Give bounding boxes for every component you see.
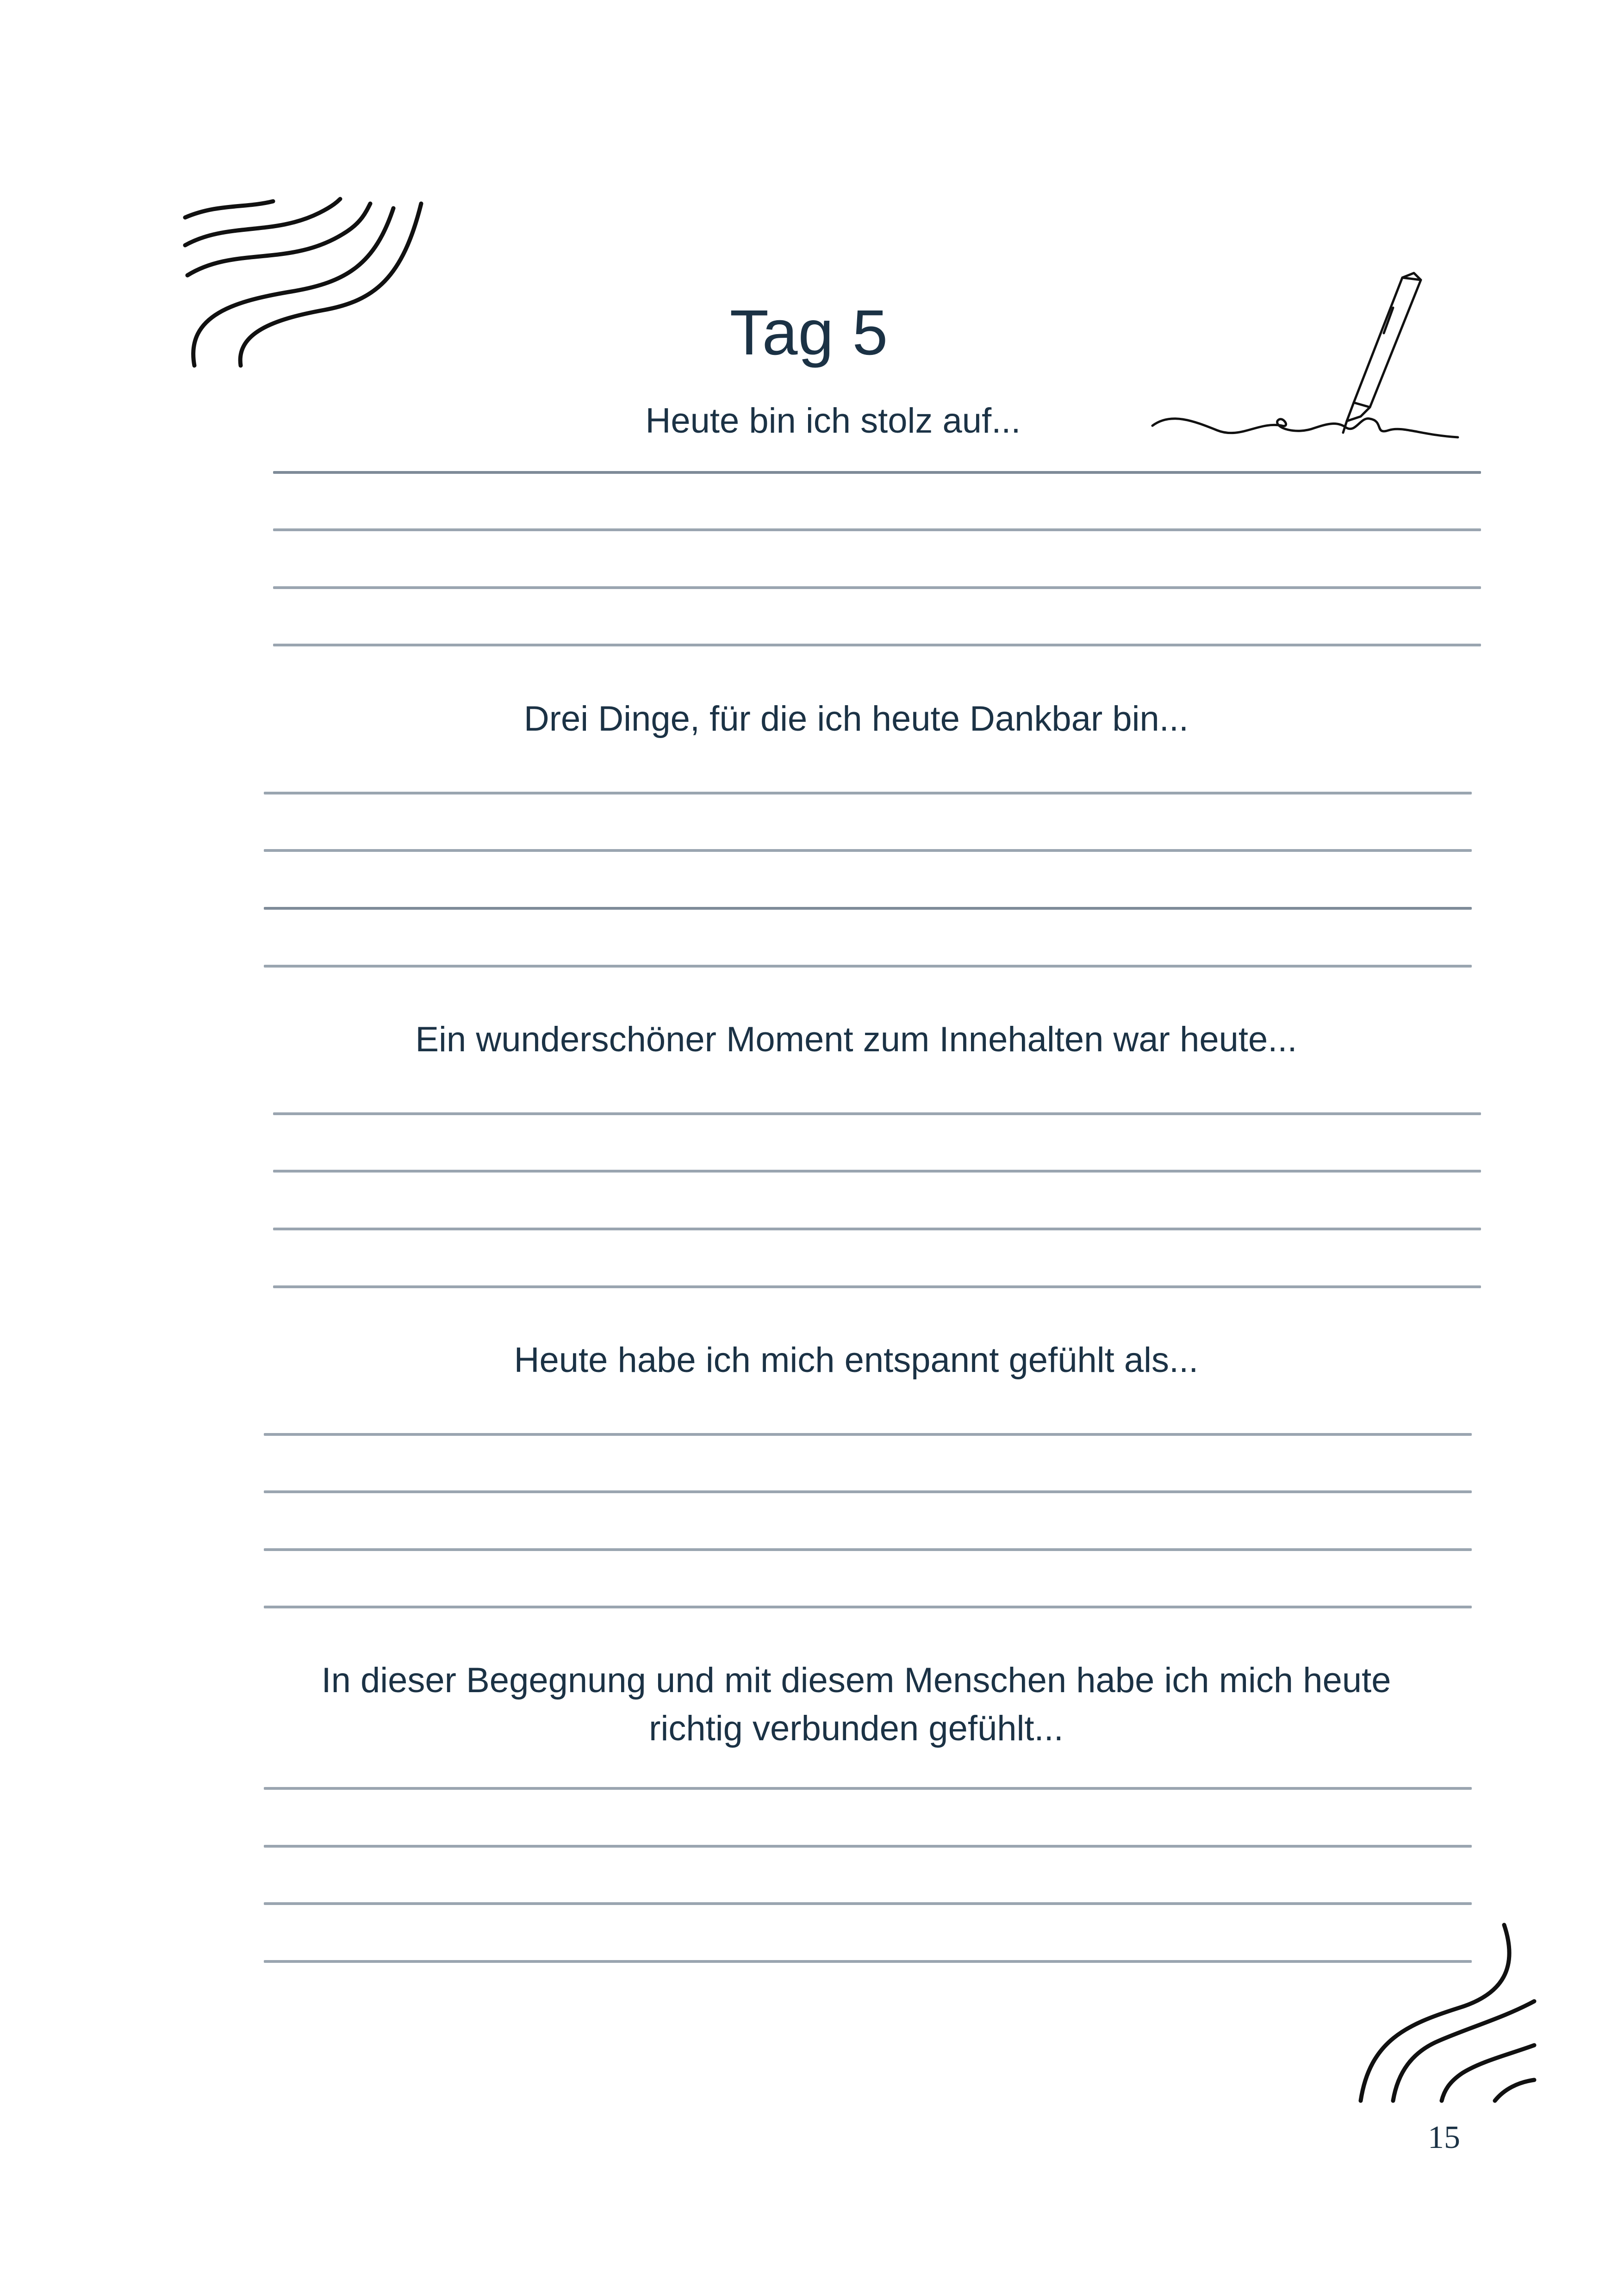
writing-line[interactable]: [264, 1490, 1472, 1493]
prompt-line: richtig verbunden gefühlt...: [649, 1709, 1064, 1748]
page-title: Tag 5: [729, 297, 889, 368]
writing-line[interactable]: [264, 849, 1472, 852]
writing-line[interactable]: [264, 1787, 1472, 1790]
writing-line[interactable]: [264, 907, 1472, 910]
pen-signature-icon: [1143, 264, 1467, 449]
prompt-moment: Ein wunderschöner Moment zum Innehalten war heute...: [415, 1020, 1297, 1059]
writing-line[interactable]: [273, 1112, 1481, 1115]
writing-line[interactable]: [264, 965, 1472, 968]
prompt-grateful: Drei Dinge, für die ich heute Dankbar bin...: [523, 699, 1189, 738]
writing-line[interactable]: [273, 528, 1481, 531]
writing-line[interactable]: [273, 644, 1481, 646]
writing-line[interactable]: [264, 1902, 1472, 1905]
writing-line[interactable]: [264, 792, 1472, 794]
writing-line[interactable]: [273, 1228, 1481, 1230]
prompt-relaxed: Heute habe ich mich entspannt gefühlt als...: [514, 1340, 1199, 1380]
prompt-proud: Heute bin ich stolz auf...: [645, 401, 1021, 441]
prompt-line: In dieser Begegnung und mit diesem Menschen habe ich mich heute: [321, 1661, 1391, 1700]
writing-line[interactable]: [264, 1845, 1472, 1848]
page-number: 15: [1428, 2120, 1460, 2155]
wave-lines-icon: [1351, 1920, 1546, 2105]
writing-line[interactable]: [264, 1548, 1472, 1551]
prompt-connected: [208, 1657, 1504, 1753]
writing-line[interactable]: [273, 1170, 1481, 1173]
writing-line[interactable]: [273, 471, 1481, 474]
writing-line[interactable]: [264, 1433, 1472, 1436]
writing-line[interactable]: [264, 1606, 1472, 1608]
writing-line[interactable]: [273, 586, 1481, 589]
writing-line[interactable]: [264, 1960, 1472, 1963]
writing-line[interactable]: [273, 1285, 1481, 1288]
